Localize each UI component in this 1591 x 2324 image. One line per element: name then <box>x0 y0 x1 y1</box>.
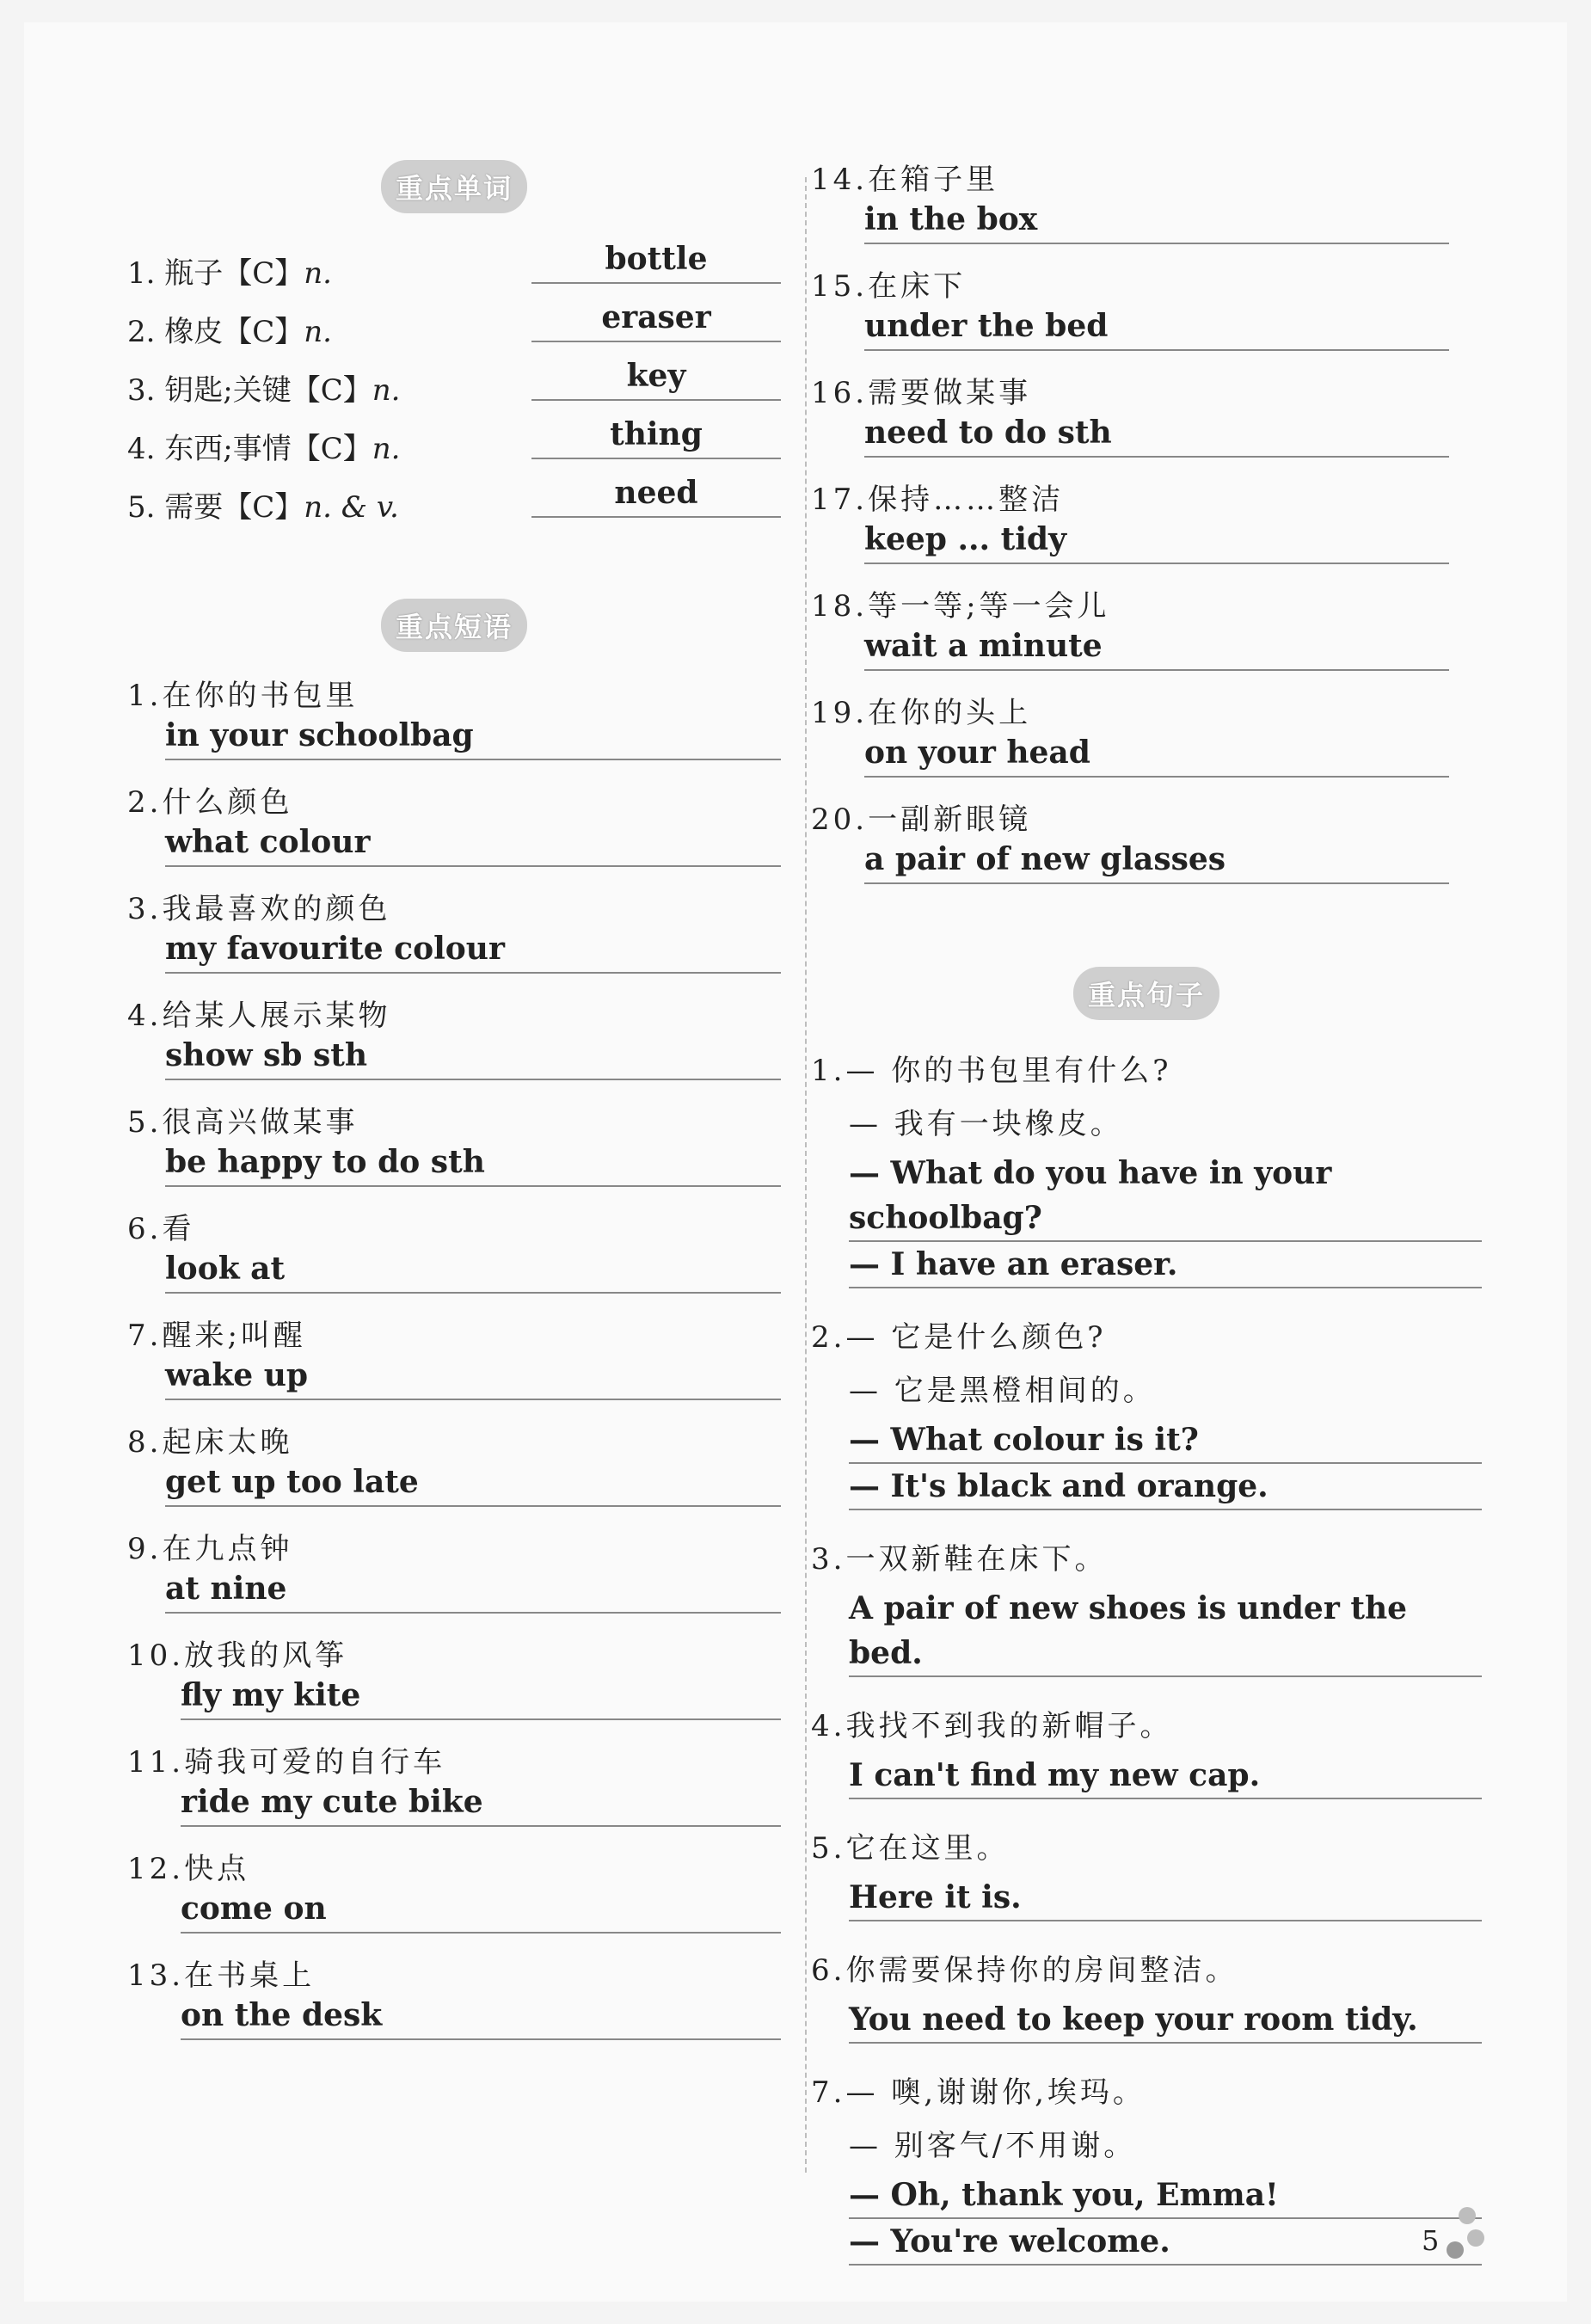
phrase-en: at nine <box>165 1569 781 1614</box>
phrase-cn: 4.给某人展示某物 <box>127 999 391 1033</box>
decorative-dots-icon <box>1434 2207 1486 2267</box>
word-answer: eraser <box>531 299 781 342</box>
word-cn: 4. 东西;事情【C】n. <box>127 432 401 466</box>
sentence-item <box>811 1533 1482 1677</box>
phrase-item <box>127 1103 781 1187</box>
sentence-cn: 3.一双新鞋在床下。 <box>811 1542 1108 1577</box>
phrase-en: on your head <box>864 733 1449 778</box>
phrase-item <box>127 1209 781 1294</box>
phrase-item <box>127 889 781 974</box>
phrase-item <box>811 373 1482 458</box>
phrase-cn: 13.在书桌上 <box>127 1958 316 1993</box>
phrase-cn: 17.保持……整洁 <box>811 483 1065 517</box>
phrase-cn: 6.看 <box>127 1212 195 1246</box>
phrase-en: wait a minute <box>864 626 1449 671</box>
sentence-cn: 2.— 它是什么颜色? <box>811 1320 1107 1355</box>
phrase-cn: 12.快点 <box>127 1852 250 1886</box>
phrase-en: show sb sth <box>165 1036 781 1080</box>
phrase-list-right <box>811 160 1482 884</box>
phrase-item <box>811 480 1482 564</box>
phrase-cn: 2.什么颜色 <box>127 785 293 820</box>
phrase-en: look at <box>165 1249 781 1294</box>
word-answer: bottle <box>531 241 781 284</box>
word-item <box>127 296 781 354</box>
sentence-item <box>811 1311 1482 1510</box>
sentence-cn: 6.你需要保持你的房间整洁。 <box>811 1953 1238 1988</box>
sentence-item <box>811 1044 1482 1288</box>
sentence-en: — What colour is it? <box>849 1417 1482 1464</box>
phrase-item <box>127 1956 781 2040</box>
phrase-item <box>127 1529 781 1614</box>
phrase-en: be happy to do sth <box>165 1142 781 1187</box>
word-cn: 5. 需要【C】n. & v. <box>127 490 399 525</box>
sentence-cn: 5.它在这里。 <box>811 1831 1010 1866</box>
sentence-cn: 7.— 噢,谢谢你,埃玛。 <box>811 2075 1146 2110</box>
section-title-phrases: 重点短语 <box>381 599 527 652</box>
phrase-cn: 11.骑我可爱的自行车 <box>127 1745 446 1780</box>
word-item <box>127 471 781 530</box>
phrase-cn: 5.很高兴做某事 <box>127 1105 359 1140</box>
phrase-item <box>127 1423 781 1507</box>
sentence-en: — It's black and orange. <box>849 1464 1482 1510</box>
page-number: 5 <box>1422 2224 1440 2257</box>
sentence-en: — What do you have in your schoolbag? <box>849 1151 1482 1242</box>
sentence-cn: — 它是黑橙相间的。 <box>849 1374 1156 1408</box>
phrase-item <box>127 1743 781 1827</box>
sentence-en: — Oh, thank you, Emma! <box>849 2173 1482 2219</box>
word-answer: need <box>531 475 781 518</box>
phrase-cn: 19.在你的头上 <box>811 696 1032 730</box>
sentence-cn: — 我有一块橡皮。 <box>849 1107 1123 1141</box>
phrase-en: on the desk <box>181 1995 781 2040</box>
sentence-cn: — 别客气/不用谢。 <box>849 2129 1137 2163</box>
word-cn: 3. 钥匙;关键【C】n. <box>127 373 401 408</box>
sentence-en: — I have an eraser. <box>849 1242 1482 1288</box>
sentence-item <box>811 1822 1482 1921</box>
sentence-list <box>811 1044 1482 2266</box>
sentence-en: I can't find my new cap. <box>849 1753 1482 1799</box>
phrase-en: come on <box>181 1889 781 1934</box>
phrase-en: in the box <box>864 200 1449 244</box>
phrase-cn: 15.在床下 <box>811 269 967 304</box>
phrase-cn: 1.在你的书包里 <box>127 679 359 713</box>
phrase-item <box>811 587 1482 671</box>
word-item <box>127 237 781 296</box>
phrase-cn: 20.一副新眼镜 <box>811 802 1032 837</box>
phrase-item <box>811 800 1482 884</box>
section-title-words: 重点单词 <box>381 160 527 213</box>
sentence-en: — You're welcome. <box>849 2219 1482 2266</box>
sentence-cn: 4.我找不到我的新帽子。 <box>811 1709 1173 1743</box>
phrase-cn: 16.需要做某事 <box>811 376 1032 410</box>
phrase-cn: 9.在九点钟 <box>127 1532 293 1566</box>
phrase-cn: 10.放我的风筝 <box>127 1638 348 1673</box>
phrase-cn: 18.等一等;等一会儿 <box>811 589 1110 624</box>
phrase-item <box>811 160 1482 244</box>
phrase-item <box>127 676 781 760</box>
sentence-item <box>811 1700 1482 1799</box>
column-divider <box>805 177 807 2173</box>
phrase-cn: 3.我最喜欢的颜色 <box>127 892 391 926</box>
sentence-en: Here it is. <box>849 1875 1482 1921</box>
sentence-en: You need to keep your room tidy. <box>849 1997 1482 2044</box>
word-cn: 1. 瓶子【C】n. <box>127 256 332 291</box>
phrase-cn: 7.醒来;叫醒 <box>127 1319 306 1353</box>
workbook-page <box>24 22 1567 2302</box>
word-cn: 2. 橡皮【C】n. <box>127 315 332 349</box>
phrase-en: ride my cute bike <box>181 1782 781 1827</box>
sentence-item <box>811 2066 1482 2266</box>
phrase-item <box>811 693 1482 778</box>
word-item <box>127 413 781 471</box>
sentence-item <box>811 1944 1482 2044</box>
sentence-cn: 1.— 你的书包里有什么? <box>811 1054 1172 1088</box>
phrase-en: fly my kite <box>181 1675 781 1720</box>
phrase-en: keep ... tidy <box>864 520 1449 564</box>
phrase-en: in your schoolbag <box>165 716 781 760</box>
section-title-sentences: 重点句子 <box>1073 967 1219 1020</box>
word-answer: thing <box>531 416 781 459</box>
phrase-en: what colour <box>165 822 781 867</box>
phrase-item <box>127 996 781 1080</box>
phrase-en: under the bed <box>864 306 1449 351</box>
word-item <box>127 354 781 413</box>
phrase-list-left <box>127 676 781 2040</box>
phrase-item <box>811 267 1482 351</box>
right-column <box>811 160 1482 2288</box>
word-answer: key <box>531 358 781 401</box>
phrase-cn: 8.起床太晚 <box>127 1425 293 1460</box>
phrase-en: my favourite colour <box>165 929 781 974</box>
word-list <box>127 237 781 530</box>
phrase-en: wake up <box>165 1356 781 1400</box>
phrase-item <box>127 1316 781 1400</box>
sentence-en: A pair of new shoes is under the bed. <box>849 1586 1482 1677</box>
phrase-en: need to do sth <box>864 413 1449 458</box>
phrase-item <box>127 783 781 867</box>
phrase-item <box>127 1849 781 1934</box>
phrase-en: a pair of new glasses <box>864 839 1449 884</box>
phrase-en: get up too late <box>165 1462 781 1507</box>
left-column <box>127 160 781 2063</box>
phrase-item <box>127 1636 781 1720</box>
phrase-cn: 14.在箱子里 <box>811 163 999 197</box>
